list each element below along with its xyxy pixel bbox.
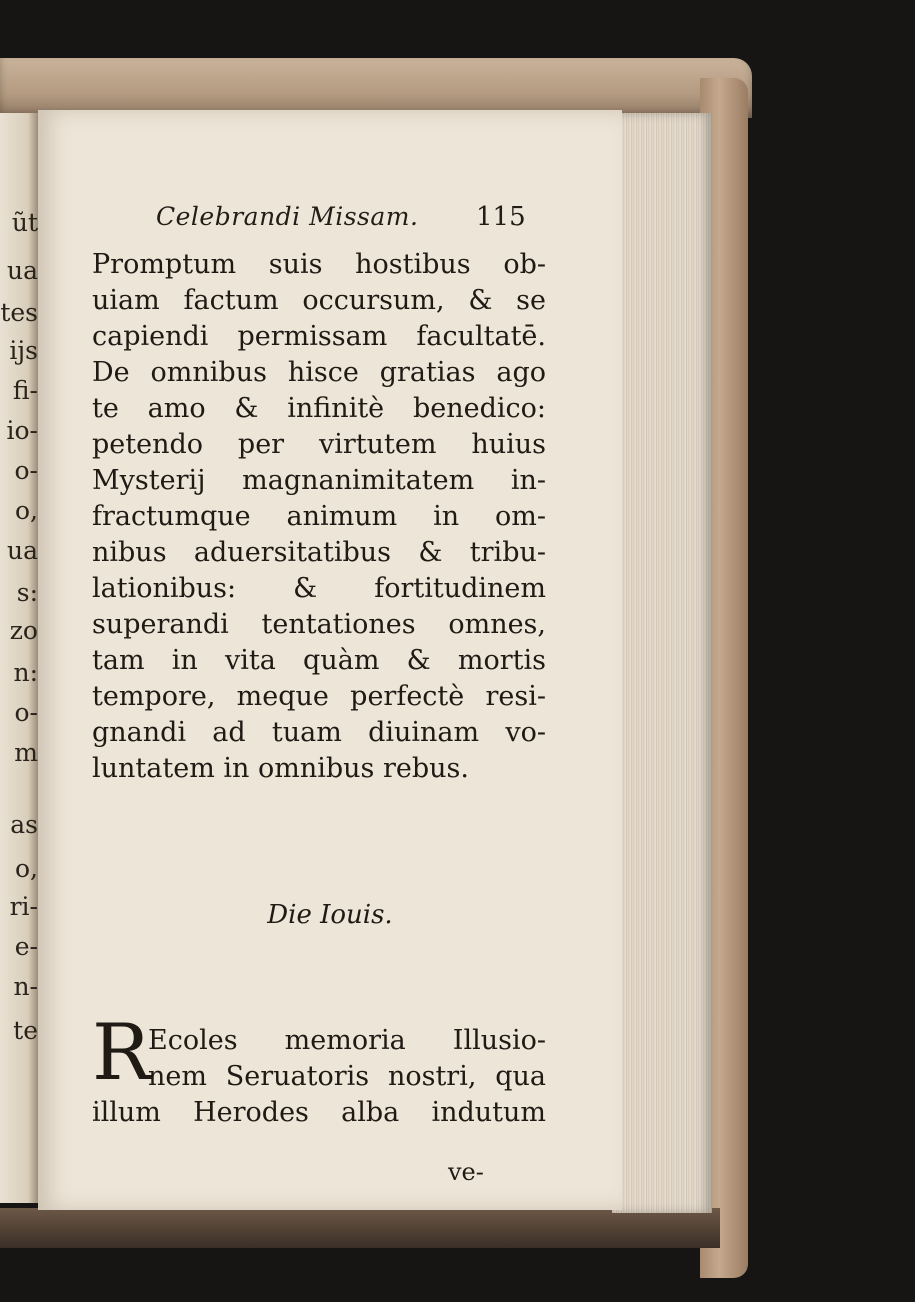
text-line: illum Herodes alba indutum	[92, 1097, 546, 1128]
left-page-fragment: as	[10, 810, 38, 839]
text-line: gnandi ad tuam diuinam vo-	[92, 717, 546, 748]
left-page-fragment: te	[13, 1016, 38, 1045]
left-page-edge	[0, 113, 40, 1203]
text-line: Ecoles memoria Illusio-	[148, 1025, 546, 1056]
drop-cap: R	[92, 1008, 151, 1098]
text-line: fractumque animum in om-	[92, 501, 546, 532]
left-page-fragment: m	[14, 738, 38, 767]
left-page-fragment: n:	[13, 658, 38, 687]
left-page-fragment: io-	[6, 416, 38, 445]
text-line: nem Seruatoris nostri, qua	[148, 1061, 546, 1092]
text-line: uiam factum occursum, & se	[92, 285, 546, 316]
book	[0, 58, 752, 1228]
left-page-fragment: ijs	[9, 336, 38, 365]
text-line: tempore, meque perfectè resi-	[92, 681, 546, 712]
running-title: Celebrandi Missam.	[156, 202, 419, 231]
left-page-fragment: o,	[15, 854, 38, 883]
left-page-fragment: zo	[9, 616, 38, 645]
text-line: Promptum suis hostibus ob-	[92, 249, 546, 280]
page-number: 115	[476, 202, 526, 232]
text-line: Mysterij magnanimitatem in-	[92, 465, 546, 496]
left-page-fragment: n-	[13, 972, 38, 1001]
left-page-fragment: o,	[15, 496, 38, 525]
left-page-fragment: tes	[0, 298, 38, 327]
paragraph-2	[92, 1008, 546, 1130]
right-page	[38, 110, 622, 1210]
left-page-fragment: fi-	[12, 376, 38, 405]
running-head	[38, 202, 622, 242]
left-page-fragment: e-	[14, 932, 38, 961]
section-heading: Die Iouis.	[267, 900, 393, 930]
text-line: luntatem in omnibus rebus.	[92, 753, 469, 784]
text-line: superandi tentationes omnes,	[92, 609, 546, 640]
book-cover-bottom	[0, 1208, 720, 1248]
left-page-fragment: s:	[16, 578, 38, 607]
left-page-fragment: o-	[14, 698, 38, 727]
text-line: tam in vita quàm & mortis	[92, 645, 546, 676]
text-line: nibus aduersitatibus & tribu-	[92, 537, 546, 568]
left-page-fragment: ri-	[9, 892, 38, 921]
text-line: lationibus: & fortitudinem	[92, 573, 546, 604]
book-cover-top	[0, 58, 752, 118]
left-page-fragment: ũt	[11, 208, 38, 237]
text-line: te amo & infinitè benedico:	[92, 393, 546, 424]
text-line: petendo per virtutem huius	[92, 429, 546, 460]
text-line: capiendi permissam facultatē.	[92, 321, 546, 352]
catchword: ve-	[448, 1158, 484, 1186]
left-page-fragment: ua	[6, 256, 38, 285]
paragraph-1	[92, 247, 546, 787]
page-stack-edges	[612, 113, 712, 1213]
text-line: De omnibus hisce gratias ago	[92, 357, 546, 388]
left-page-fragment: ua	[6, 536, 38, 565]
left-page-fragment: o-	[14, 456, 38, 485]
